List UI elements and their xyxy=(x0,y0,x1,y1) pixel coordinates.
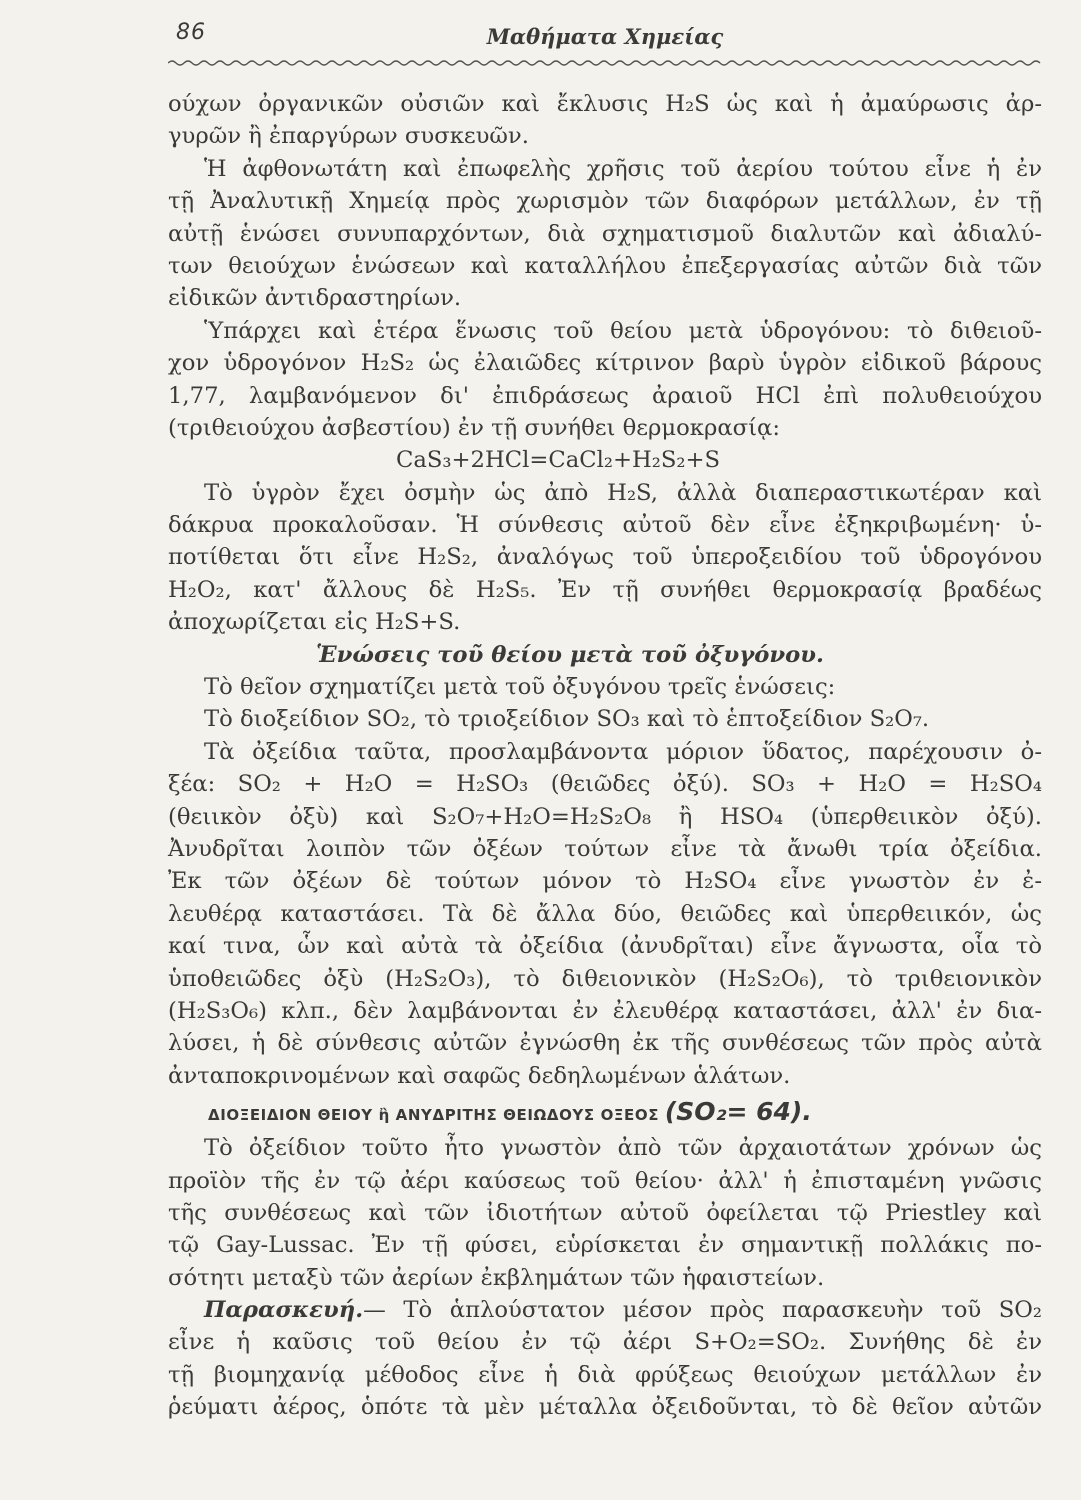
text-line: Τὸ ὑγρὸν ἔχει ὀσμὴν ὡς ἀπὸ H₂S, ἀλλὰ διαπεραστικωτέραν καὶ xyxy=(204,479,1042,506)
text-line: Τὸ θεῖον σχηματίζει μετὰ τοῦ ὀξυγόνου τρεῖς ἑνώσεις: xyxy=(204,674,836,701)
text-line: Τὰ ὀξείδια ταῦτα, προσλαμβάνοντα μόριον ὕδατος, παρέχουσιν ὀ- xyxy=(204,738,1042,765)
text-line: τῆς συνθέσεως καὶ τῶν ἰδιοτήτων αὐτοῦ ὀφείλεται τῷ Priestley καὶ xyxy=(168,1199,1042,1226)
text-line: ἀποχωρίζεται εἰς H₂S+S. xyxy=(168,609,461,636)
text-line: (H₂S₃O₆) κλπ., δὲν λαμβάνονται ἐν ἐλευθέρᾳ καταστάσει, ἀλλ' ἐν δια- xyxy=(168,997,1042,1024)
text-line: ὑποθειῶδες ὀξὺ (H₂S₂O₃), τὸ διθειονικὸν (H₂S₂O₆), τὸ τριθειονικὸν xyxy=(168,965,1042,992)
text-line: ούχων ὀργανικῶν οὐσιῶν καὶ ἔκλυσις H₂S ὡς καὶ ἡ ἀμαύρωσις ἀρ- xyxy=(168,91,1042,117)
text-line: Ἐκ τῶν ὀξέων δὲ τούτων μόνον τὸ H₂SO₄ εἶνε γνωστὸν ἐν ἐ- xyxy=(168,868,1042,895)
section-heading-formula: (SO₂= 64). xyxy=(664,1097,812,1127)
text-line: τῷ Gay-Lussac. Ἐν τῇ φύσει, εὑρίσκεται ἐν σημαντικῇ πολλάκις πο- xyxy=(168,1232,1042,1259)
paragraph-lead-line xyxy=(168,1294,1042,1326)
text-line: ποτίθεται ὅτι εἶνε H₂S₂, ἀναλόγως τοῦ ὑπεροξειδίου τοῦ ὑδρογόνου xyxy=(168,544,1042,571)
paragraph-lead-rest: — Τὸ ἁπλούστατον μέσον πρὸς παρασκευὴν τοῦ SO₂ xyxy=(363,1297,1042,1324)
paragraph-lead: Παρασκευή. xyxy=(204,1297,364,1324)
text-line: (θειικὸν ὀξὺ) καὶ S₂O₇+H₂O=H₂S₂O₈ ἢ HSO₄ (ὑπερθειικὸν ὀξύ). xyxy=(168,803,1042,830)
text-line: (τριθειούχου ἀσβεστίου) ἐν τῇ συνήθει θερμοκρασίᾳ: xyxy=(168,414,780,441)
text-line: σότητι μεταξὺ τῶν ἀερίων ἐκβλημάτων τῶν ἡφαιστείων. xyxy=(168,1264,825,1291)
text-line: Ὑπάρχει καὶ ἑτέρα ἕνωσις τοῦ θείου μετὰ ὑδρογόνου: τὸ διθειοῦ- xyxy=(204,317,1042,344)
section-heading-caps: ΔΙΟΞΕΙΔΙΟΝ ΘΕΙΟΥ ἢ ΑΝΥΔΡΙΤΗΣ ΘΕΙΩΔΟΥΣ ΟΞΕΟΣ xyxy=(208,1106,665,1125)
text-line: λευθέρᾳ καταστάσει. Τὰ δὲ ἄλλα δύο, θειῶδες καὶ ὑπερθειικόν, ὡς xyxy=(168,900,1042,927)
text-line: καί τινα, ὧν καὶ αὐτὰ τὰ ὀξείδια (ἀνυδρῖται) εἶνε ἄγνωστα, οἷα τὸ xyxy=(168,933,1042,960)
section-heading xyxy=(168,1092,1042,1132)
running-title: Μαθήματα Χημείας xyxy=(486,24,724,49)
text-line: 1,77, λαμβανόμενον δι' ἐπιδράσεως ἀραιοῦ HCl ἐπὶ πολυθειούχου xyxy=(168,382,1042,409)
text-line: εἶνε ἡ καῦσις τοῦ θείου ἐν τῷ ἀέρι S+O₂=SO₂. Συνήθης δὲ ἐν xyxy=(168,1329,1042,1356)
text-line: των θειούχων ἑνώσεων καὶ καταλλήλου ἐπεξεργασίας αὐτῶν διὰ τῶν xyxy=(168,252,1042,279)
text-line: Τὸ ὀξείδιον τοῦτο ἦτο γνωστὸν ἀπὸ τῶν ἀρχαιοτάτων χρόνων ὡς xyxy=(204,1135,1042,1162)
text-line: γυρῶν ἢ ἐπαργύρων συσκευῶν. xyxy=(168,123,529,150)
body-text xyxy=(168,88,1042,1424)
equation-line: CaS₃+2HCl=CaCl₂+H₂S₂+S xyxy=(396,447,721,474)
text-line: δάκρυα προκαλοῦσαν. Ἡ σύνθεσις αὐτοῦ δὲν εἶνε ἐξηκριβωμένη· ὑ- xyxy=(168,512,1042,539)
text-line: ξέα: SO₂ + H₂O = H₂SO₃ (θειῶδες ὀξύ). SO₃ + H₂O = H₂SO₄ xyxy=(168,771,1042,798)
text-line: Τὸ διοξείδιον SO₂, τὸ τριοξείδιον SO₃ καὶ τὸ ἑπτοξείδιον S₂O₇. xyxy=(204,706,930,733)
text-line: λύσει, ἡ δὲ σύνθεσις αὐτῶν ἐγνώσθη ἐκ τῆς συνθέσεως τῶν πρὸς αὐτὰ xyxy=(168,1030,1042,1057)
header-wavy-rule xyxy=(168,57,1042,69)
book-page xyxy=(168,18,1042,1421)
text-line: Ἀνυδρῖται λοιπὸν τῶν ὀξέων τούτων εἶνε τὰ ἄνωθι τρία ὀξείδια. xyxy=(168,835,1042,862)
text-line: ἀνταποκρινομένων καὶ σαφῶς δεδηλωμένων ἁλάτων. xyxy=(168,1062,791,1089)
text-line: H₂O₂, κατ' ἄλλους δὲ H₂S₅. Ἐν τῇ συνήθει θερμοκρασίᾳ βραδέως xyxy=(168,576,1042,603)
page-header xyxy=(168,18,1042,56)
text-line: εἰδικῶν ἀντιδραστηρίων. xyxy=(168,285,462,312)
text-line: τῇ Ἀναλυτικῇ Χημείᾳ πρὸς χωρισμὸν τῶν διαφόρων μετάλλων, ἐν τῇ xyxy=(168,188,1042,215)
page-number: 86 xyxy=(176,20,206,45)
text-line: ῥεύματι ἀέρος, ὁπότε τὰ μὲν μέταλλα ὀξειδοῦνται, τὸ δὲ θεῖον αὐτῶν xyxy=(168,1394,1042,1421)
text-line: αὐτῇ ἑνώσει συνυπαρχόντων, διὰ σχηματισμοῦ διαλυτῶν καὶ ἀδιαλύ- xyxy=(168,220,1042,247)
text-line: τῇ βιομηχανίᾳ μέθοδος εἶνε ἡ διὰ φρύξεως θειούχων μετάλλων ἐν xyxy=(168,1361,1042,1388)
text-line: προϊὸν τῆς ἐν τῷ ἀέρι καύσεως τοῦ θείου· ἀλλ' ἡ ἐπισταμένη γνῶσις xyxy=(168,1167,1042,1194)
text-line: Ἡ ἀφθονωτάτη καὶ ἐπωφελὴς χρῆσις τοῦ ἀερίου τούτου εἶνε ἡ ἐν xyxy=(204,155,1042,182)
text-line: χον ὑδρογόνον H₂S₂ ὡς ἐλαιῶδες κίτρινον βαρὺ ὑγρὸν εἰδικοῦ βάρους xyxy=(168,350,1042,377)
subheading: Ἑνώσεις τοῦ θείου μετὰ τοῦ ὀξυγόνου. xyxy=(316,641,824,668)
